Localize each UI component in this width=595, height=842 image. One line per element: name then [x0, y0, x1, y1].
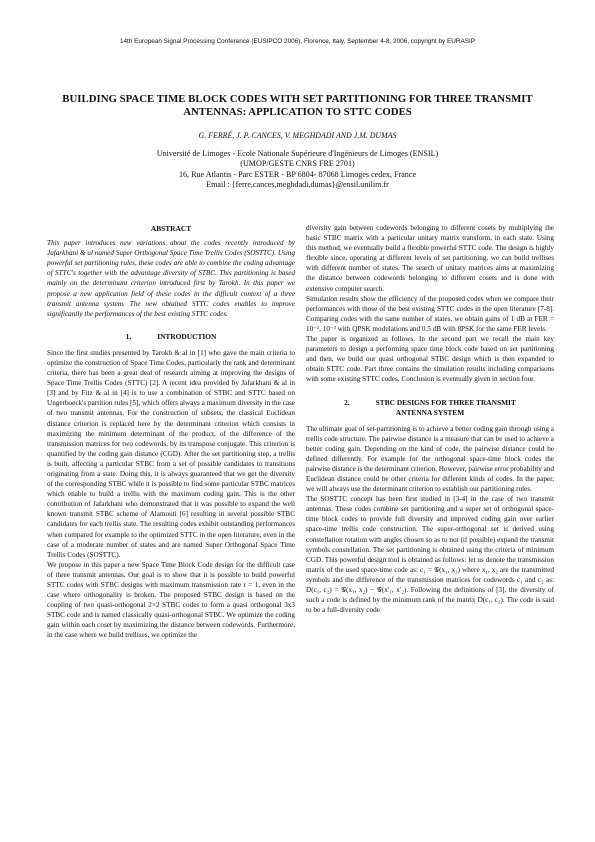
paper-authors: G. FERRÉ, J. P. CANCES, V. MEGHDADI AND J.M. DUMAS: [198, 131, 397, 140]
conference-header: 14th European Signal Processing Conference (EUSIPCO 2006), Florence, Italy, September 4-8, 2006, copyright by EURASIP: [119, 38, 476, 45]
abstract-heading: ABSTRACT: [150, 224, 192, 233]
affiliation-line: Université de Limoges - Ecole Nationale Supérieure d'Ingénieurs de Limoges (ENSIL): [156, 149, 439, 158]
affiliation-email: Email : {ferre,cances,meghdadi,dumas}@ensil.unilim.fr: [206, 179, 389, 189]
body-paragraph: diversity gain between codewords belonging to different cosets by multiplying the basic STBC matrix with a particular unitary matrix transform, in each state. Using this method, we eventually build a flexible powerful STTC code. The design is highly flexible since, operating at different levels of set partitioning, we can build trellises with different number of states. The search of unitary matrices aims at maximizing the distance between codewords belonging to different cosets and is done with extensive computer search.: [306, 224, 554, 293]
body-paragraph: Simulation results show the efficiency of the proposed codes when we compare their performances with those of the best existing STTC codes in the open literature [7-8]. Comparing codes with the same number of states, we obtain gains of 1 dB at FER = 10⁻², 10⁻³ with QPSK modulations and 0.5 dB with 8PSK for the same FER levels.: [306, 294, 554, 333]
body-paragraph: Since the first studies presented by Tarokh & al in [1] who gave the main criteria to optimize the construction of Space Time Codes, particularly the rank and determinant criteria, there has been a great deal of research aiming at improving the designs of Space Time Trellis Codes (STTC) [2]. A recent idea provided by Jafarkhani & al in [3] and by Fitz & al in [4] is to use a combination of STBC and STTC based on Ungerboeck's partition rules [5], which offers always a maximum diversity in the case of two transmit antennas. For the construction of subsets, the classical Euclidean distance criterion is replaced here by the determinant criterion which consists in maximizing the minimum determinant of the product, of the difference of the transmission matrices for two codewords, by its transpose conjugate. This criterion is quantified by the coding gain distance (CGD). After the set partitioning step, a trellis is built, affecting a particular STBC from a set of possible candidates to transitions originating from a state. Doing this, it is always guaranteed that we get the diversity of the corresponding STBC while it is possible to find some particular STBC matrices which enable to build a trellis with the maximum coding gain. This is the other contribution of Jafarkhani who demonstrated that it was possible to expand the well known transmit STBC scheme of Alamouti [6] resulting in several possible STBC candidates for each trellis state. The resulting codes exhibit outstanding performances when compared for example to the optimized STTC in the open literature, even in the case of a moderate number of states and are named Super Orthogonal Space Time Trellis Codes (SOSTTC).: [47, 348, 295, 559]
affiliation-line: 16, Rue Atlantis - Parc ESTER - BP 6804- 87068 Limoges cedex, France: [178, 169, 417, 179]
body-paragraph: We propose in this paper a new Space Time Block Code design for the difficult case of three transmit antennas. Our goal is to show that it is possible to build powerful STTC codes with STBC designs with maximum transmission rate r = 1, even in the case where orthogonality is broken. The proposed STBC design is based on the coupling of two quasi-orthogonal 2×2 STBC codes to form a quasi orthogonal 3x3 STBC code and is named classically quasi-orthogonal STBC. We optimize the coding gain within each coset by maximizing the distance between codewords. Furthermore, in the case where we build trellises, we optimize the: [47, 560, 295, 640]
left-column: [47, 224, 295, 641]
section-number: 1.: [125, 331, 132, 341]
section-2-heading: [306, 398, 554, 418]
body-paragraph: The ultimate goal of set-partitioning is to achieve a better coding gain through using a trellis code structure. The pairwise distance is a measure that can be used to achieve a better coding gain. Depending on the kind of code, the pairwise distance could be defined differently. For example for the orthogonal space-time block codes the pairwise distance is the determinant criterion. However, pairwise error probability and Euclidean distance could be other criteria for different kinds of codes. In the paper, we will always use the determinant criterion to establish our partitioning rules.: [306, 424, 554, 494]
body-paragraph: The paper is organized as follows. In the second part we recall the main key parameters to design a performing space time block code based on set partitioning and then, we build our quasi orthogonal STBC design which is then expanded to obtain STTC code. Part three contains the simulation results including comparisons with some existing STTC codes. Conclusion is eventually given in section four.: [306, 335, 554, 384]
paper-title: BUILDING SPACE TIME BLOCK CODES WITH SET PARTITIONING FOR THREE TRANSMIT ANTENNAS: APPLICATION TO STTC CODES: [62, 93, 533, 118]
section-number: 2.: [344, 397, 350, 407]
section-title: STBC DESIGNS FOR THREE TRANSMIT: [375, 397, 516, 407]
abstract-text: This paper introduces new variations about the codes recently introduced by Jafarkhani & al named Super Orthogonal Space Time Trellis Codes (SOSTTC). Using powerful set partitioning rules, these codes are able to combine the coding advantage of STTC's together with the advantage diversity of STBC. This partitioning is based mainly on the determinant criterion introduced first by Tarokh. In this paper we propose a new application field of these codes in the difficult context of a three transmit antenna system. The new obtained STTC codes enables to improve significantly the performances of the best existing STTC codes.: [47, 239, 295, 318]
affiliation-line: (UMOP/GESTE CNRS FRE 2701): [240, 159, 355, 169]
affiliation-block: [0, 149, 595, 190]
section-title-line2: ANTENNA SYSTEM: [395, 407, 465, 417]
section-1-heading: [47, 332, 295, 342]
right-column: [306, 223, 554, 615]
body-paragraph: The SOSTTC concept has been first studied in [3-4] in the case of two transmit antennas. These codes combine set partitioning and a super set of orthogonal space-time block codes to provide full diversity and improved coding gain over earlier space-time trellis code construction. The super-orthogonal set is derived using constellation rotation with angles chosen so as to not (if possible) expand the transmit symbols constellation. The set partitioning is obtained using the criteria of minimum CGD. This powerful design tool is obtained as follows: let us denote the transmission matrix of the used space-time code as: c₁ = 𝒢(x₁, x₂) where x₁, x₂ are the transmitted symbols and the difference of the transmission matrices for codewords c₁ and c₂ as: D(c₁, c₂) = 𝒢(x₁, x₂) − 𝒢(x′₁, x′₂). Following the definitions of [3], the diversity of such a code is defined by the minimum rank of the matrix D(c₁, c₂). The code is said to be a full-diversity code: [306, 495, 554, 615]
section-title: INTRODUCTION: [157, 331, 217, 341]
